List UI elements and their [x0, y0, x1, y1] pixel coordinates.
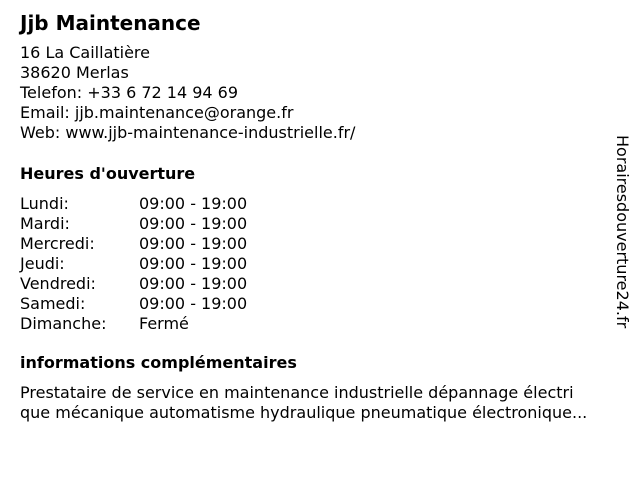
time-range: Fermé	[139, 314, 189, 333]
time-range: 09:00 - 19:00	[139, 194, 248, 213]
hours-row-thursday	[20, 254, 280, 274]
opening-hours-table	[20, 194, 280, 334]
business-name: Jjb Maintenance	[20, 11, 201, 35]
additional-info-heading: informations complémentaires	[20, 353, 297, 372]
time-range: 09:00 - 19:00	[139, 254, 248, 273]
time-range: 09:00 - 19:00	[139, 214, 248, 233]
business-description	[20, 383, 632, 423]
site-watermark: Horairesdouverture24.fr	[613, 135, 632, 329]
description-line: Prestataire de service en maintenance industrielle dépannage électri	[20, 383, 574, 402]
day-label: Mercredi:	[20, 234, 95, 253]
address-street: 16 La Caillatière	[20, 43, 150, 62]
day-label: Vendredi:	[20, 274, 96, 293]
time-range: 09:00 - 19:00	[139, 294, 248, 313]
hours-row-monday	[20, 194, 280, 214]
day-label: Samedi:	[20, 294, 86, 313]
hours-row-friday	[20, 274, 280, 294]
web-line: Web: www.jjb-maintenance-industrielle.fr/	[20, 123, 356, 142]
day-label: Lundi:	[20, 194, 69, 213]
time-range: 09:00 - 19:00	[139, 274, 248, 293]
hours-row-tuesday	[20, 214, 280, 234]
day-label: Dimanche:	[20, 314, 107, 333]
time-range: 09:00 - 19:00	[139, 234, 248, 253]
description-line: que mécanique automatisme hydraulique pneumatique électronique...	[20, 403, 588, 422]
address-city: 38620 Merlas	[20, 63, 129, 82]
contact-block	[20, 43, 355, 143]
email-line: Email: jjb.maintenance@orange.fr	[20, 103, 294, 122]
hours-row-sunday	[20, 314, 280, 334]
phone-line: Telefon: +33 6 72 14 94 69	[20, 83, 239, 102]
day-label: Jeudi:	[20, 254, 65, 273]
opening-hours-heading: Heures d'ouverture	[20, 164, 196, 183]
hours-row-saturday	[20, 294, 280, 314]
day-label: Mardi:	[20, 214, 70, 233]
hours-row-wednesday	[20, 234, 280, 254]
